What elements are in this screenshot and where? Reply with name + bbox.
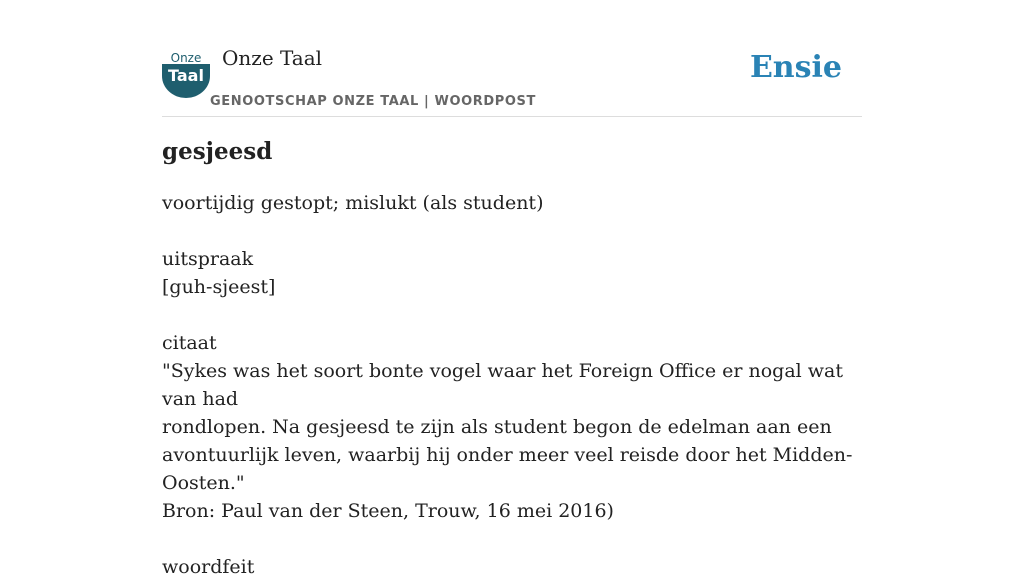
quote-line: rondlopen. Na gesjeesd te zijn als student begon de edelman aan een: [162, 416, 832, 438]
quote-line: avontuurlijk leven, waarbij hij onder meer veel reisde door het Midden-Oosten.": [162, 444, 853, 494]
brand-subtitle: GENOOTSCHAP ONZE TAAL | WOORDPOST: [210, 94, 536, 109]
logo-top-text: Onze: [170, 51, 202, 65]
brand-name[interactable]: Onze Taal: [222, 46, 323, 70]
quote-label: citaat: [162, 332, 217, 354]
pronunciation: [guh-sjeest]: [162, 276, 276, 298]
page-title: gesjeesd: [162, 138, 273, 165]
quote-line: "Sykes was het soort bonte vogel waar het Foreign Office er nogal wat van had: [162, 360, 843, 410]
next-section-label: woordfeit: [162, 556, 255, 578]
onze-taal-logo[interactable]: [162, 50, 210, 98]
pronunciation-label: uitspraak: [162, 248, 254, 270]
logo-bottom-text: Taal: [168, 66, 204, 85]
site-logo-ensie[interactable]: Ensie: [749, 50, 842, 85]
header: [162, 40, 862, 117]
definition: voortijdig gestopt; mislukt (als student): [162, 192, 544, 214]
quote-source: Bron: Paul van der Steen, Trouw, 16 mei 2016): [162, 500, 614, 522]
entry-content: [162, 138, 862, 581]
